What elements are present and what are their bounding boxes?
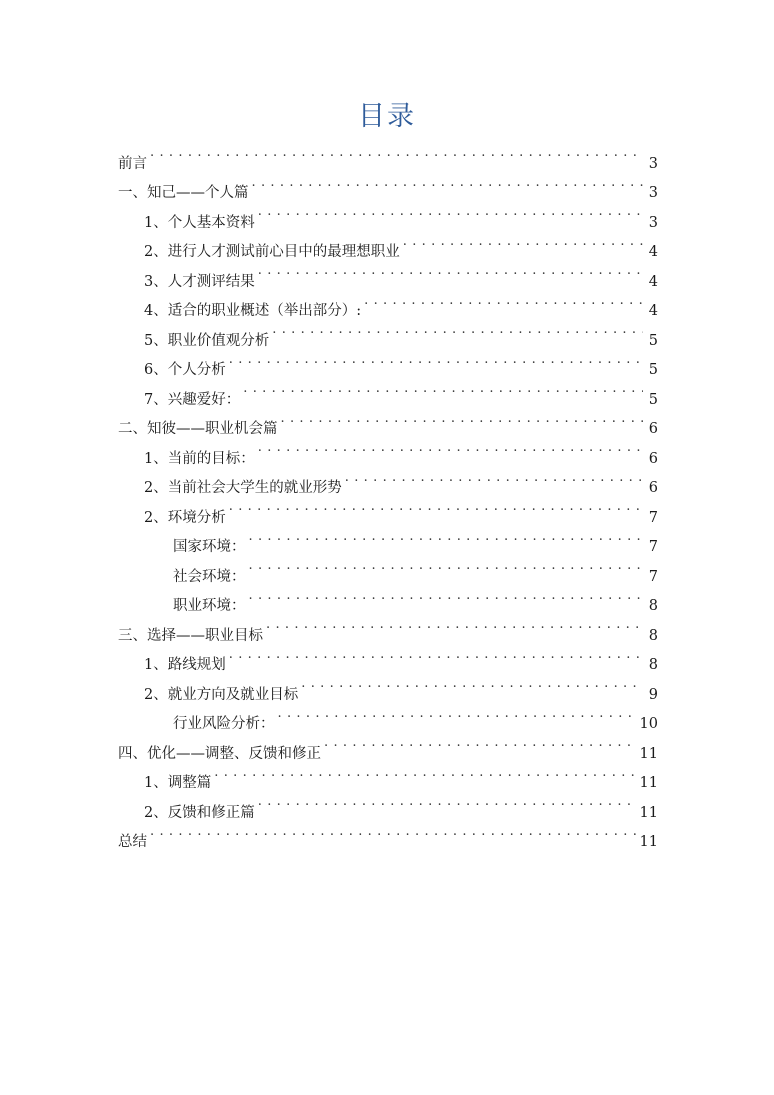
dot-leader: [252, 168, 644, 198]
toc-entry-page-number: 10: [639, 716, 658, 732]
toc-entry-label: 三、选择——职业目标: [118, 627, 263, 644]
toc-entry-page-number: 8: [648, 598, 658, 614]
toc-entry-page-number: 9: [648, 686, 658, 703]
dot-leader: [345, 463, 643, 493]
toc-entry-page-number: 4: [648, 303, 658, 319]
toc-entry-label: 四、优化——调整、反馈和修正: [118, 745, 321, 762]
dot-leader: [258, 787, 637, 817]
toc-entry-label: 2、反馈和修正篇: [144, 804, 255, 821]
toc-entry-page-number: 8: [648, 657, 658, 673]
toc-entry-label: 2、进行人才测试前心目中的最理想职业: [144, 244, 400, 260]
dot-leader: [266, 610, 643, 640]
table-of-contents: [118, 138, 658, 850]
toc-entry-page-number: 5: [648, 362, 658, 378]
toc-entry-label: 总结: [118, 834, 147, 850]
toc-entry-label: 2、当前社会大学生的就业形势: [144, 480, 342, 496]
toc-entry-page-number: 11: [639, 745, 658, 762]
toc-entry-page-number: 4: [648, 273, 658, 290]
toc-entry-label: 前言: [118, 155, 147, 172]
toc-title: 目录: [358, 101, 416, 132]
dot-leader: [258, 197, 643, 227]
toc-entry-page-number: 6: [648, 480, 658, 496]
dot-leader: [249, 581, 644, 611]
dot-leader: [249, 522, 644, 552]
toc-entry-page-number: 11: [639, 775, 658, 791]
toc-entry-label: 3、人才测评结果: [144, 273, 255, 290]
toc-entry-label: 2、就业方向及就业目标: [144, 686, 299, 703]
dot-leader: [364, 286, 643, 316]
toc-entry-page-number: 11: [639, 834, 658, 850]
toc-entry-label: 6、个人分析: [144, 362, 226, 378]
toc-entry-label: 行业风险分析：: [173, 716, 275, 732]
toc-entry-label: 4、适合的职业概述（举出部分）:: [144, 303, 362, 319]
toc-entry-page-number: 7: [648, 568, 658, 585]
toc-entry-label: 5、职业价值观分析: [144, 332, 270, 349]
toc-entry-label: 一、知己——个人篇: [118, 185, 249, 201]
dot-leader: [324, 728, 637, 758]
toc-entry-page-number: 3: [648, 214, 658, 231]
dot-leader: [150, 817, 637, 847]
dot-leader: [249, 551, 644, 581]
toc-entry-label: 职业环境：: [173, 598, 246, 614]
dot-leader: [258, 256, 643, 286]
dot-leader: [229, 345, 643, 375]
dot-leader: [214, 758, 636, 788]
toc-entry[interactable]: [118, 817, 658, 850]
toc-entry-page-number: 6: [648, 421, 658, 437]
dot-leader: [272, 315, 643, 345]
toc-entry-page-number: 11: [639, 804, 658, 821]
dot-leader: [243, 374, 643, 404]
dot-leader: [281, 404, 644, 434]
toc-entry-page-number: 5: [648, 391, 658, 408]
dot-leader: [258, 433, 643, 463]
toc-entry-page-number: 7: [648, 509, 658, 526]
dot-leader: [229, 640, 643, 670]
toc-entry-label: 1、调整篇: [144, 775, 212, 791]
dot-leader: [229, 492, 643, 522]
toc-entry-label: 国家环境：: [173, 539, 246, 555]
toc-entry-label: 7、兴趣爱好：: [144, 391, 241, 408]
dot-leader: [403, 227, 643, 257]
toc-entry-page-number: 7: [648, 539, 658, 555]
toc-entry-label: 2、环境分析: [144, 509, 226, 526]
toc-entry[interactable]: [118, 168, 658, 201]
toc-entry-label: 1、当前的目标：: [144, 450, 255, 467]
toc-entry-page-number: 3: [648, 155, 658, 172]
toc-entry-label: 二、知彼——职业机会篇: [118, 421, 278, 437]
toc-entry-page-number: 3: [648, 185, 658, 201]
toc-entry-page-number: 6: [648, 450, 658, 467]
toc-entry-page-number: 5: [648, 332, 658, 349]
toc-entry-label: 社会环境：: [173, 568, 246, 585]
toc-entry-label: 1、路线规划: [144, 657, 226, 673]
dot-leader: [278, 699, 637, 729]
toc-entry-page-number: 8: [648, 627, 658, 644]
toc-entry[interactable]: [118, 138, 658, 172]
toc-entry-page-number: 4: [648, 244, 658, 260]
dot-leader: [150, 138, 643, 168]
dot-leader: [301, 669, 643, 699]
toc-entry-label: 1、个人基本资料: [144, 214, 255, 231]
